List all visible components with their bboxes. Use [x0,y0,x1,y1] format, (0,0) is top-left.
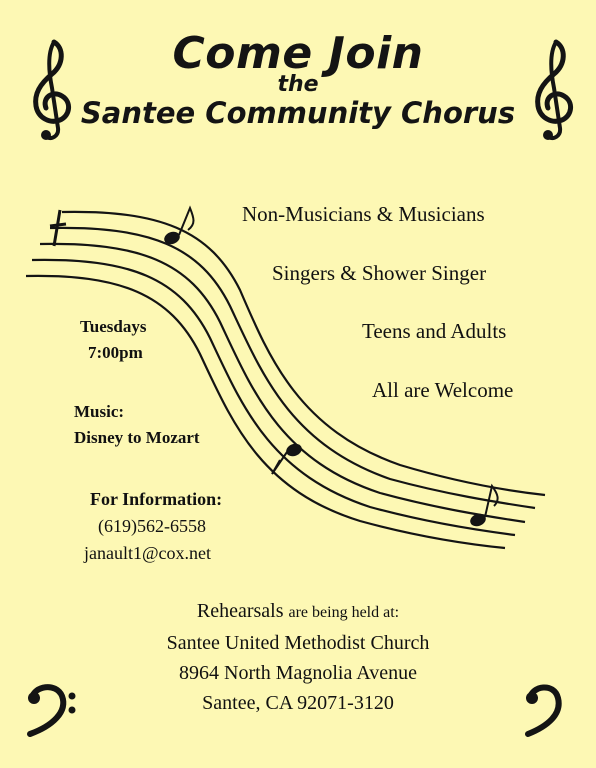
title-the: the [277,72,319,97]
schedule-day: Tuesdays [80,317,147,336]
note-icon [162,208,193,246]
audience-line: Teens and Adults [362,319,507,343]
venue-city: Santee, CA 92071-3120 [202,692,394,714]
music-info [74,399,200,451]
contact-phone: (619)562-6558 [98,516,206,536]
contact-label: For Information: [90,489,223,509]
venue-name: Santee United Methodist Church [166,632,430,654]
contact-info [84,486,222,567]
title-come-join: Come Join [172,28,424,79]
title-chorus-name: Santee Community Chorus [80,96,516,130]
venue-street: 8964 North Magnolia Avenue [179,662,417,684]
bass-clef-icon [522,682,562,738]
audience-line: Singers & Shower Singer [272,261,487,285]
schedule-time: 7:00pm [88,343,143,362]
audience-line: Non-Musicians & Musicians [242,202,485,226]
venue-intro [0,600,596,623]
schedule [80,314,146,366]
music-range: Disney to Mozart [74,428,200,447]
audience-line: All are Welcome [372,378,514,402]
music-label: Music: [74,402,125,421]
contact-email: janault1@cox.net [84,543,212,563]
bass-clef-icon [24,682,78,738]
note-icon [468,486,497,528]
venue-intro-big: Rehearsals [196,600,284,622]
treble-clef-icon [30,38,76,142]
treble-clef-icon [532,38,578,142]
venue-intro-small: are being held at: [288,604,400,621]
